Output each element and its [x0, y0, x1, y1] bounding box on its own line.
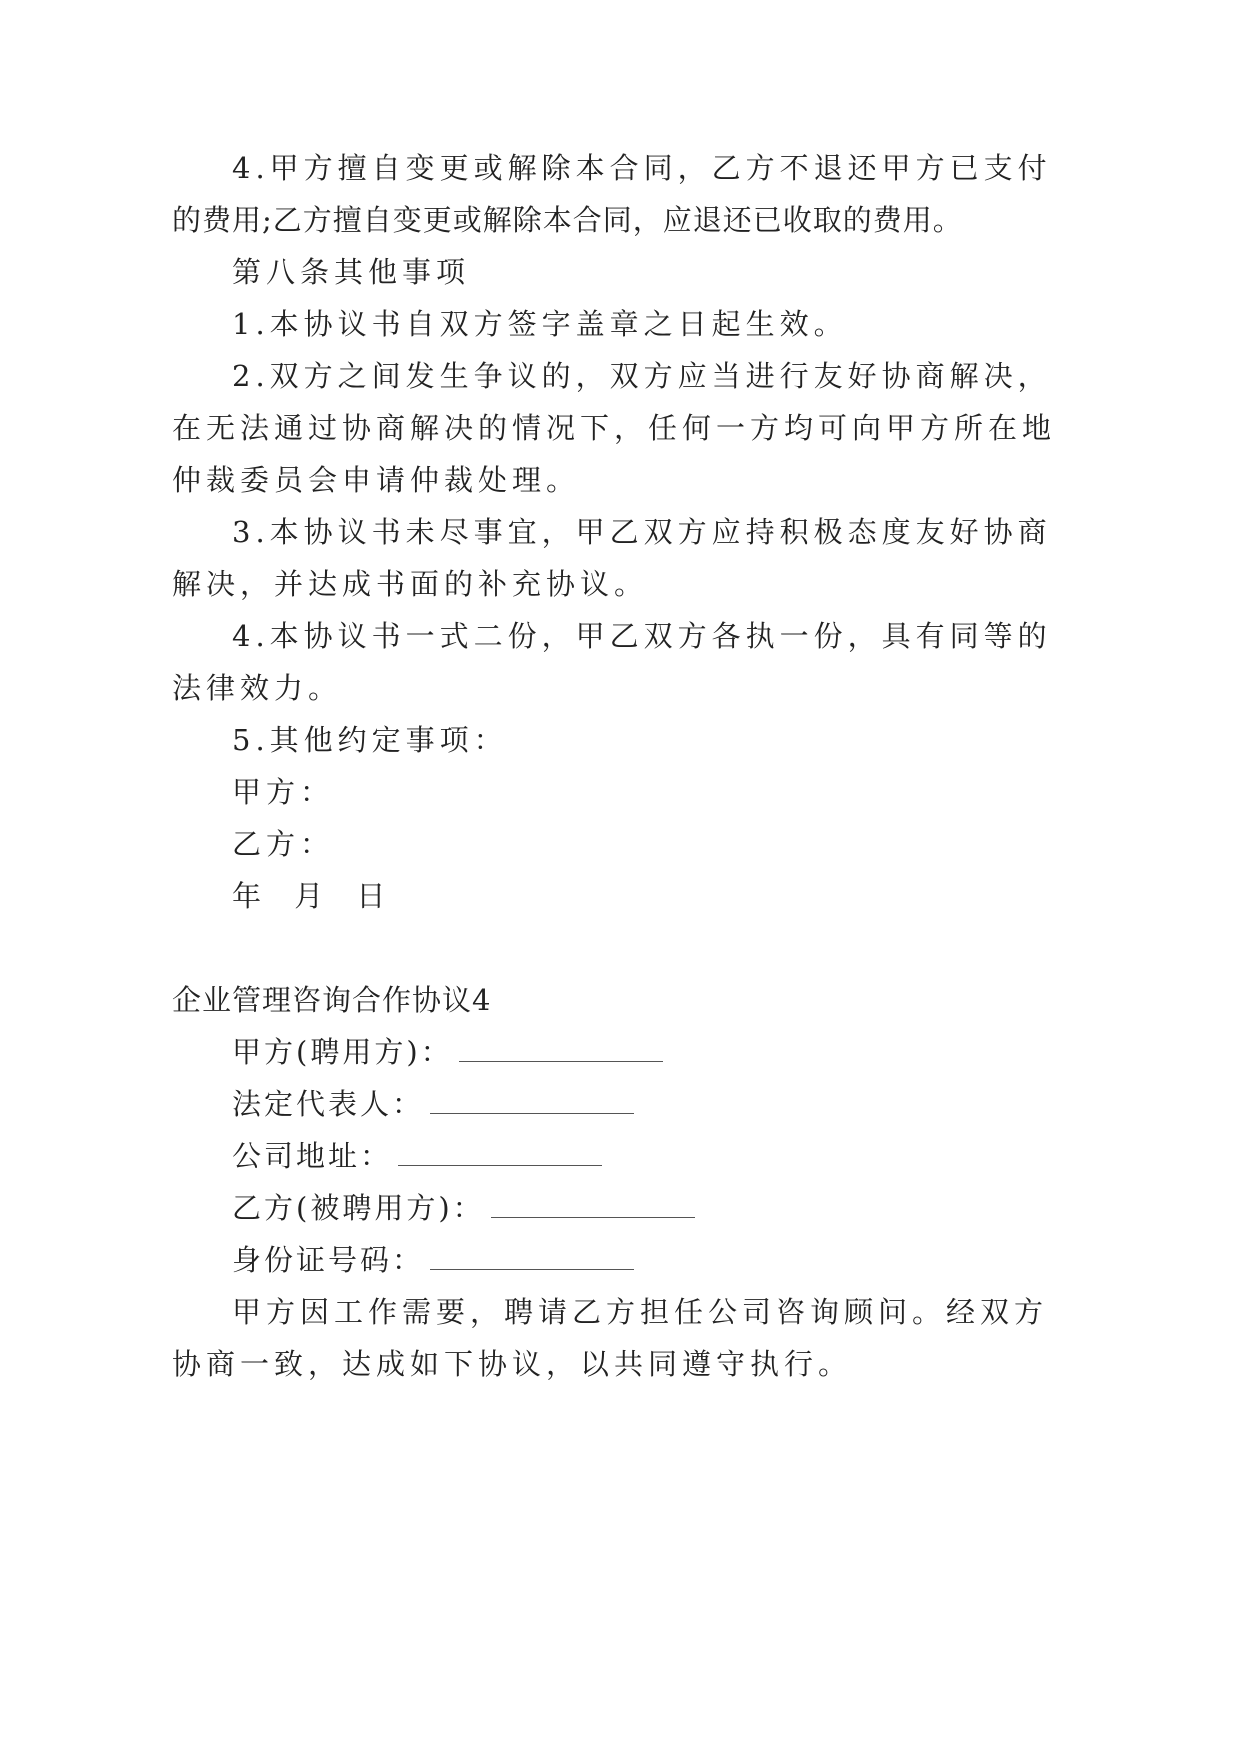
clause7-item4-line2: 的费用;乙方擅自变更或解除本合同，应退还已收取的费用。	[172, 203, 963, 237]
id-number-blank	[430, 1243, 634, 1270]
party-b-employee-field	[232, 1188, 695, 1228]
clause8-item2-line3: 仲裁委员会申请仲裁处理。	[172, 463, 581, 497]
party-a-employer-label: 甲方(聘用方)：	[232, 1035, 453, 1069]
party-b-signature-label: 乙方：	[232, 827, 335, 861]
company-address-field	[232, 1136, 602, 1176]
agreement4-intro-line2: 协商一致，达成如下协议，以共同遵守执行。	[172, 1347, 853, 1381]
company-address-label: 公司地址：	[232, 1139, 393, 1173]
clause8-item3-line1: 3.本协议书未尽事宜，甲乙双方应持积极态度友好协商	[232, 515, 1052, 549]
party-a-signature-label: 甲方：	[232, 775, 335, 809]
clause8-heading: 第八条其他事项	[232, 255, 471, 289]
legal-representative-field	[232, 1084, 634, 1124]
id-number-label: 身份证号码：	[232, 1243, 425, 1277]
signature-date: 年 月 日	[232, 879, 391, 913]
company-address-blank	[398, 1139, 602, 1166]
clause8-item1: 1.本协议书自双方签字盖章之日起生效。	[232, 307, 848, 341]
id-number-field	[232, 1240, 634, 1280]
legal-representative-blank	[430, 1087, 634, 1114]
agreement4-title: 企业管理咨询合作协议4	[172, 983, 492, 1017]
legal-representative-label: 法定代表人：	[232, 1087, 425, 1121]
clause8-item2-line2: 在无法通过协商解决的情况下，任何一方均可向甲方所在地	[172, 411, 1057, 445]
clause8-item3-line2: 解决，并达成书面的补充协议。	[172, 567, 649, 601]
clause8-item2-line1: 2.双方之间发生争议的，双方应当进行友好协商解决，	[232, 359, 1052, 393]
clause8-item4-line2: 法律效力。	[172, 671, 343, 705]
clause8-item4-line1: 4.本协议书一式二份，甲乙双方各执一份，具有同等的	[232, 619, 1052, 653]
party-b-employee-blank	[491, 1191, 695, 1218]
agreement4-intro-line1: 甲方因工作需要，聘请乙方担任公司咨询顾问。经双方	[232, 1295, 1049, 1329]
party-a-employer-blank	[459, 1035, 663, 1062]
clause7-item4-line1: 4.甲方擅自变更或解除本合同，乙方不退还甲方已支付	[232, 151, 1052, 185]
clause8-item5: 5.其他约定事项：	[232, 723, 508, 757]
party-a-employer-field	[232, 1032, 663, 1072]
party-b-employee-label: 乙方(被聘用方)：	[232, 1191, 485, 1225]
